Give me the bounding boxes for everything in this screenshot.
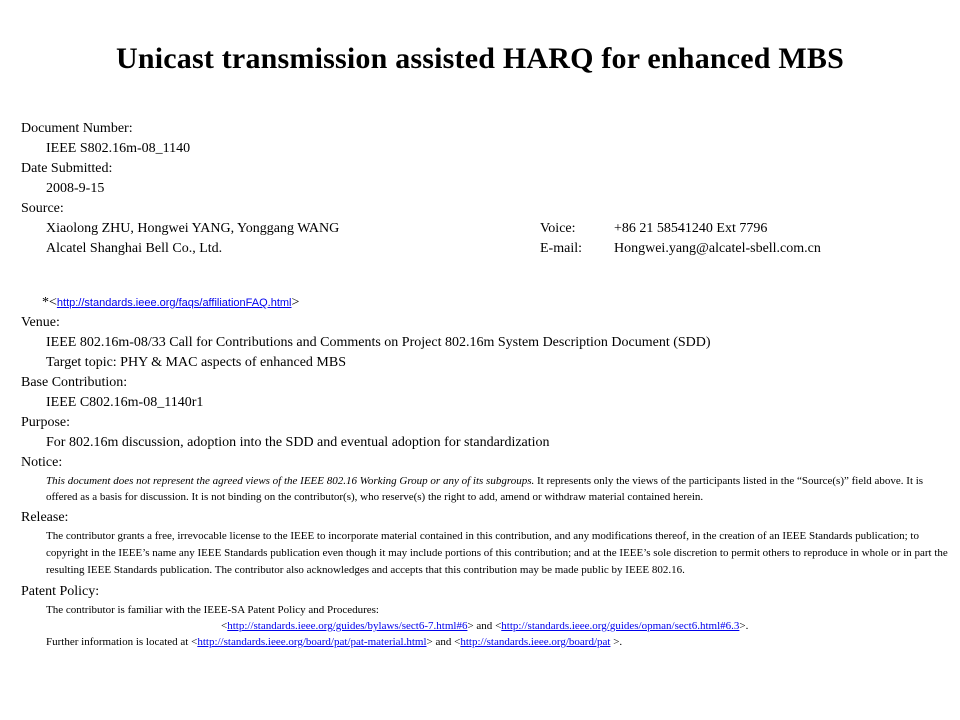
venue-label: Venue: xyxy=(21,315,60,330)
opman-link[interactable]: http://standards.ieee.org/guides/opman/sect6.html#6.3 xyxy=(501,620,740,632)
further-info-row: Further information is located at <http://standards.ieee.org/board/pat/pat-material.html> and <http://standards.ieee.org/board/pat >. xyxy=(46,636,623,648)
base-contribution-label: Base Contribution: xyxy=(21,375,128,390)
release-text: The contributor grants a free, irrevocable license to the IEEE to incorporate material contained in this contribution, and any modifications thereof, in the creation of an IEEE Standards publication; to copyright in the IEEE’s name any IEEE Standards publication even though it may include portions of this contribution; and at the IEEE’s sole discretion to permit others to reproduce in whole or in part the resulting IEEE Standards publication. The contributor also acknowledges and accepts that this contribution may be made public by IEEE 802.16. xyxy=(46,530,948,576)
venue-line-1: IEEE 802.16m-08/33 Call for Contributions and Comments on Project 802.16m System Description Document (SDD) xyxy=(46,335,711,350)
patent-links-row: <http://standards.ieee.org/guides/bylaws/sect6-7.html#6> and <http://standards.ieee.org/guides/opman/sect6.html#6.3>. xyxy=(221,620,749,632)
affiliation-line xyxy=(21,293,951,313)
board-pat-link[interactable]: http://standards.ieee.org/board/pat xyxy=(460,636,611,648)
notice-italic: This document does not represent the agreed views of the IEEE 802.16 Working Group or any of its subgroups. xyxy=(46,475,535,487)
source-row-2 xyxy=(21,239,951,259)
pat-material-link[interactable]: http://standards.ieee.org/board/pat/pat-material.html xyxy=(197,636,427,648)
document-body xyxy=(21,119,951,650)
purpose-value: For 802.16m discussion, adoption into the SDD and eventual adoption for standardization xyxy=(46,435,550,450)
date-value: 2008-9-15 xyxy=(46,181,105,196)
patent-intro: The contributor is familiar with the IEEE-SA Patent Policy and Procedures: xyxy=(46,604,379,616)
date-label: Date Submitted: xyxy=(21,161,113,176)
page-title: Unicast transmission assisted HARQ for enhanced MBS xyxy=(115,42,845,75)
doc-number-value: IEEE S802.16m-08_1140 xyxy=(46,141,191,156)
notice-label: Notice: xyxy=(21,455,63,470)
venue-line-2: Target topic: PHY & MAC aspects of enhanced MBS xyxy=(46,355,346,370)
source-label: Source: xyxy=(21,201,64,216)
release-label: Release: xyxy=(21,510,69,525)
further-prefix: Further information is located at xyxy=(46,636,192,648)
affiliation-suffix: > xyxy=(291,295,300,310)
notice-text xyxy=(21,473,951,505)
patent-label: Patent Policy: xyxy=(21,584,100,599)
notice-rest: It represents only the views of the participants listed in the “Source(s)” field above. It is offered as a basis for discussion. It is not binding on the contributor(s), who reserve(s) the right to add, amend or withdraw material contained herein. xyxy=(46,475,924,503)
email-value: Hongwei.yang@alcatel-sbell.com.cn xyxy=(614,241,821,256)
doc-number-label: Document Number: xyxy=(21,121,133,136)
patent-and-2: and xyxy=(432,636,455,648)
voice-value: +86 21 58541240 Ext 7796 xyxy=(614,221,768,236)
email-label: E-mail: xyxy=(540,241,582,256)
source-org: Alcatel Shanghai Bell Co., Ltd. xyxy=(46,241,223,256)
affiliation-faq-link[interactable]: http://standards.ieee.org/faqs/affiliationFAQ.html xyxy=(56,297,292,309)
affiliation-prefix: *< xyxy=(42,295,57,310)
patent-and-1: and xyxy=(473,620,496,632)
source-authors: Xiaolong ZHU, Hongwei YANG, Yonggang WANG xyxy=(46,221,340,236)
voice-label: Voice: xyxy=(540,221,576,236)
source-row-1 xyxy=(21,219,951,239)
purpose-label: Purpose: xyxy=(21,415,70,430)
bylaws-link[interactable]: http://standards.ieee.org/guides/bylaws/sect6-7.html#6 xyxy=(227,620,468,632)
base-contribution-value: IEEE C802.16m-08_1140r1 xyxy=(46,395,204,410)
